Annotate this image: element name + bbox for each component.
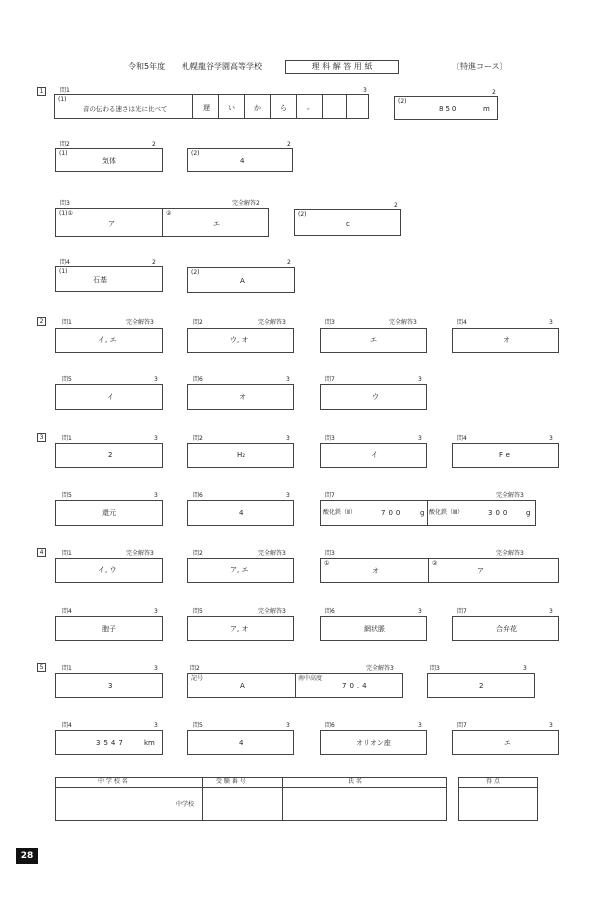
s4-q5-label: 問5 [193, 608, 203, 615]
s5-q1-note: 3 [154, 665, 158, 672]
s5-q1-answer: 3 [108, 682, 113, 690]
score-field[interactable] [459, 788, 537, 820]
s3-q7-label: 問7 [325, 492, 335, 499]
s4-q6-note: 3 [418, 608, 422, 615]
section-5-marker: 5 [37, 663, 46, 672]
s3-q7-b-value: 300 [488, 509, 511, 517]
s1-q2-1-box[interactable] [55, 148, 163, 172]
score-header: 得 点 [486, 778, 500, 785]
s5-q5-answer: 4 [239, 739, 244, 747]
s1-q1-1-box[interactable] [54, 94, 369, 119]
s5-q2-a-label: 記号 [191, 675, 204, 682]
s2-q6-label: 問6 [193, 376, 203, 383]
s2-q4-note: 3 [549, 319, 553, 326]
s5-q7-label: 問7 [457, 722, 467, 729]
s5-q7-box[interactable] [452, 730, 559, 755]
s2-q1-label: 問1 [62, 319, 72, 326]
name-header: 氏 名 [348, 778, 362, 785]
s3-q5-label: 問5 [62, 492, 72, 499]
s1-q3-note: 完全解答2 [232, 200, 260, 207]
s2-q5-box[interactable] [55, 384, 163, 410]
s3-q4-note: 3 [549, 435, 553, 442]
section-3-marker: 3 [37, 433, 46, 442]
s4-q4-label: 問4 [62, 608, 72, 615]
s5-q6-answer: オリオン座 [356, 739, 391, 747]
s2-q3-note: 完全解答3 [389, 319, 417, 326]
s4-q1-answer: イ, ウ [98, 566, 117, 574]
s5-q4-note: 3 [154, 722, 158, 729]
school-suffix: 中学校 [176, 801, 195, 808]
s5-q6-label: 問6 [325, 722, 335, 729]
s1-q4-1-part: (1) [59, 268, 68, 275]
s4-q2-label: 問2 [193, 550, 203, 557]
s4-q5-answer: ア, オ [230, 625, 249, 633]
s1-q2-label: 問2 [60, 141, 70, 148]
s3-q7-b-label: 酸化鉄（Ⅲ） [429, 509, 464, 516]
s1-q4-label: 問4 [60, 259, 70, 266]
s2-q3-label: 問3 [325, 319, 335, 326]
s5-q4-label: 問4 [62, 722, 72, 729]
s3-q2-note: 3 [286, 435, 290, 442]
s1-q3-2-points: 2 [394, 202, 398, 209]
s4-q5-note: 完全解答3 [258, 608, 286, 615]
s1-q3-2-box[interactable] [294, 209, 401, 236]
s1-q3-2-answer: c [346, 220, 350, 228]
s4-q3-box[interactable] [320, 558, 559, 583]
s3-q7-a-label: 酸化鉄（Ⅱ） [323, 509, 356, 516]
s1-q3-1-box[interactable] [55, 208, 269, 237]
sheet-title: 理 科 解 答 用 紙 [285, 60, 399, 74]
s2-q2-answer: ウ, オ [230, 336, 249, 344]
s2-q1-note: 完全解答3 [126, 319, 154, 326]
s4-q4-note: 3 [154, 608, 158, 615]
s1-q1-char-3: か [254, 104, 261, 112]
s4-q2-box[interactable] [187, 558, 294, 583]
s3-q1-answer: 2 [108, 451, 113, 459]
s1-q1-2-part: (2) [398, 98, 407, 105]
s3-q7-b-unit: g [526, 509, 531, 517]
s1-q1-2-points: 2 [492, 89, 496, 96]
s1-q1-char-5: 。 [307, 103, 314, 111]
s5-q6-note: 3 [418, 722, 422, 729]
s4-q3-c2: ② [432, 560, 438, 567]
s4-q3-a1: オ [372, 567, 379, 575]
s3-q5-note: 3 [154, 492, 158, 499]
s1-q4-1-points: 2 [152, 259, 156, 266]
s4-q1-note: 完全解答3 [126, 550, 154, 557]
s2-q1-box[interactable] [55, 328, 163, 353]
s3-q3-answer: イ [371, 451, 378, 459]
s1-q1-2-box[interactable] [394, 96, 498, 120]
s2-q3-box[interactable] [320, 328, 427, 353]
s2-q4-answer: オ [503, 336, 510, 344]
exam-number-field[interactable] [203, 788, 282, 820]
s4-q1-label: 問1 [62, 550, 72, 557]
s4-q7-note: 3 [549, 608, 553, 615]
s4-q2-answer: ア, エ [230, 566, 249, 574]
s4-q4-answer: 胞子 [102, 625, 116, 633]
s2-q5-label: 問5 [62, 376, 72, 383]
s3-q5-answer: 還元 [102, 509, 116, 517]
s3-q7-a-value: 700 [381, 509, 404, 517]
s5-q4-box[interactable] [55, 730, 163, 755]
name-field[interactable] [283, 788, 446, 820]
s1-q3-2-part: (2) [298, 211, 307, 218]
course-label: 〔特進コース〕 [452, 62, 508, 71]
s1-q1-char-2: い [228, 104, 235, 112]
s2-q7-box[interactable] [320, 384, 427, 410]
era-label: 令和5年度 [128, 62, 166, 71]
s2-q5-note: 3 [154, 376, 158, 383]
s2-q7-answer: ウ [372, 393, 379, 401]
s3-q6-answer: 4 [239, 509, 244, 517]
s1-q4-2-part: (2) [191, 269, 200, 276]
s3-q2-box[interactable] [187, 443, 294, 468]
s2-q2-note: 完全解答3 [258, 319, 286, 326]
s4-q7-box[interactable] [452, 616, 559, 641]
s5-q6-box[interactable] [320, 730, 427, 755]
page-number: 28 [16, 848, 38, 864]
s5-q4-answer: 3547 [96, 739, 126, 747]
s3-q4-label: 問4 [457, 435, 467, 442]
s3-q4-box[interactable] [452, 443, 559, 468]
s1-q4-1-answer: 石基 [93, 276, 107, 284]
s5-q3-answer: 2 [479, 682, 484, 690]
s5-q4-unit: km [144, 739, 155, 747]
s3-q4-answer: Fe [499, 451, 513, 459]
s1-q1-2-answer: 850 [439, 105, 459, 113]
s5-q7-answer: エ [504, 739, 511, 747]
score-table [458, 777, 538, 821]
s2-q2-label: 問2 [193, 319, 203, 326]
s2-q6-box[interactable] [187, 384, 294, 410]
s3-q7-box[interactable] [320, 500, 536, 526]
s1-q3-label: 問3 [60, 200, 70, 207]
school-header: 中 学 校 名 [98, 778, 128, 785]
s5-q2-label: 問2 [190, 665, 200, 672]
s2-q5-answer: イ [107, 393, 114, 401]
s4-q4-box[interactable] [55, 616, 163, 641]
s5-q2-b-label: 南中高度 [298, 675, 323, 682]
s4-q6-answer: 網状脈 [364, 625, 385, 633]
s5-q3-note: 3 [523, 665, 527, 672]
s1-q1-1-part: (1) [58, 96, 67, 103]
s1-q1-2-unit: m [483, 105, 490, 113]
s2-q6-answer: オ [239, 393, 246, 401]
s4-q3-note: 完全解答3 [496, 550, 524, 557]
section-2-marker: 2 [37, 317, 46, 326]
s1-q3-1-part: (1)① [59, 210, 73, 217]
s1-q2-2-box[interactable] [187, 148, 293, 172]
s3-q7-a-unit: g [420, 509, 425, 517]
s1-q1-label: 問1 [60, 87, 70, 94]
s3-q3-label: 問3 [325, 435, 335, 442]
s3-q6-note: 3 [286, 492, 290, 499]
s1-q2-1-points: 2 [152, 141, 156, 148]
s3-q1-label: 問1 [62, 435, 72, 442]
s4-q1-box[interactable] [55, 558, 163, 583]
s1-q1-points: 3 [363, 87, 367, 94]
s1-q4-2-answer: A [240, 277, 245, 285]
s3-q6-box[interactable] [187, 500, 294, 526]
s2-q7-label: 問7 [325, 376, 335, 383]
s4-q6-box[interactable] [320, 616, 427, 641]
s2-q1-answer: イ, エ [98, 336, 117, 344]
s5-q2-b-value: 70.4 [342, 682, 370, 690]
s5-q1-label: 問1 [62, 665, 72, 672]
s3-q7-note: 完全解答3 [496, 492, 524, 499]
s2-q2-box[interactable] [187, 328, 294, 353]
s3-q2-answer: H₂ [237, 451, 246, 459]
s1-q4-1-box[interactable] [55, 266, 163, 292]
s5-q5-label: 問5 [193, 722, 203, 729]
s4-q2-note: 完全解答3 [258, 550, 286, 557]
s3-q1-note: 3 [154, 435, 158, 442]
s5-q2-box[interactable] [187, 673, 403, 698]
s1-q2-2-points: 2 [287, 141, 291, 148]
s1-q2-2-part: (2) [191, 150, 200, 157]
s4-q3-a2: ア [477, 567, 484, 575]
s1-q4-2-points: 2 [287, 259, 291, 266]
s1-q1-sentence: 音の伝わる速さは光に比べて [83, 105, 168, 113]
s1-q1-char-1: 遅 [203, 104, 210, 112]
s1-q2-1-answer: 気体 [102, 157, 116, 165]
s3-q1-box[interactable] [55, 443, 163, 468]
s5-q2-note: 完全解答3 [366, 665, 394, 672]
s2-q4-label: 問4 [457, 319, 467, 326]
s5-q5-box[interactable] [187, 730, 294, 755]
s5-q1-box[interactable] [55, 673, 163, 698]
s4-q7-answer: 合弁花 [496, 625, 517, 633]
s4-q3-c1: ① [324, 560, 330, 567]
exam-number-header: 受 験 番 号 [216, 778, 246, 785]
s1-q2-1-part: (1) [59, 150, 68, 157]
s5-q3-box[interactable] [427, 673, 535, 698]
s1-q4-2-box[interactable] [187, 267, 295, 293]
s3-q6-label: 問6 [193, 492, 203, 499]
s5-q7-note: 3 [549, 722, 553, 729]
s3-q5-box[interactable] [55, 500, 163, 526]
s1-q3-1b-answer: エ [213, 220, 220, 228]
s3-q3-note: 3 [418, 435, 422, 442]
s3-q3-box[interactable] [320, 443, 427, 468]
section-1-marker: 1 [37, 87, 46, 96]
s5-q3-label: 問3 [430, 665, 440, 672]
school-name: 札幌龍谷学園高等学校 [182, 62, 262, 71]
s5-q2-a-value: A [240, 682, 245, 690]
s2-q3-answer: エ [370, 336, 377, 344]
s1-q2-2-answer: 4 [240, 157, 245, 165]
s4-q7-label: 問7 [457, 608, 467, 615]
section-4-marker: 4 [37, 548, 46, 557]
s5-q5-note: 3 [286, 722, 290, 729]
s3-q2-label: 問2 [193, 435, 203, 442]
s4-q6-label: 問6 [325, 608, 335, 615]
s2-q7-note: 3 [418, 376, 422, 383]
s4-q5-box[interactable] [187, 616, 294, 641]
s1-q1-char-4: ら [280, 104, 287, 112]
candidate-info-table [55, 777, 447, 821]
s4-q3-label: 問3 [325, 550, 335, 557]
s1-q3-1b-part: ② [166, 210, 172, 217]
s2-q6-note: 3 [286, 376, 290, 383]
s2-q4-box[interactable] [452, 328, 559, 353]
s1-q3-1-answer: ア [108, 220, 115, 228]
